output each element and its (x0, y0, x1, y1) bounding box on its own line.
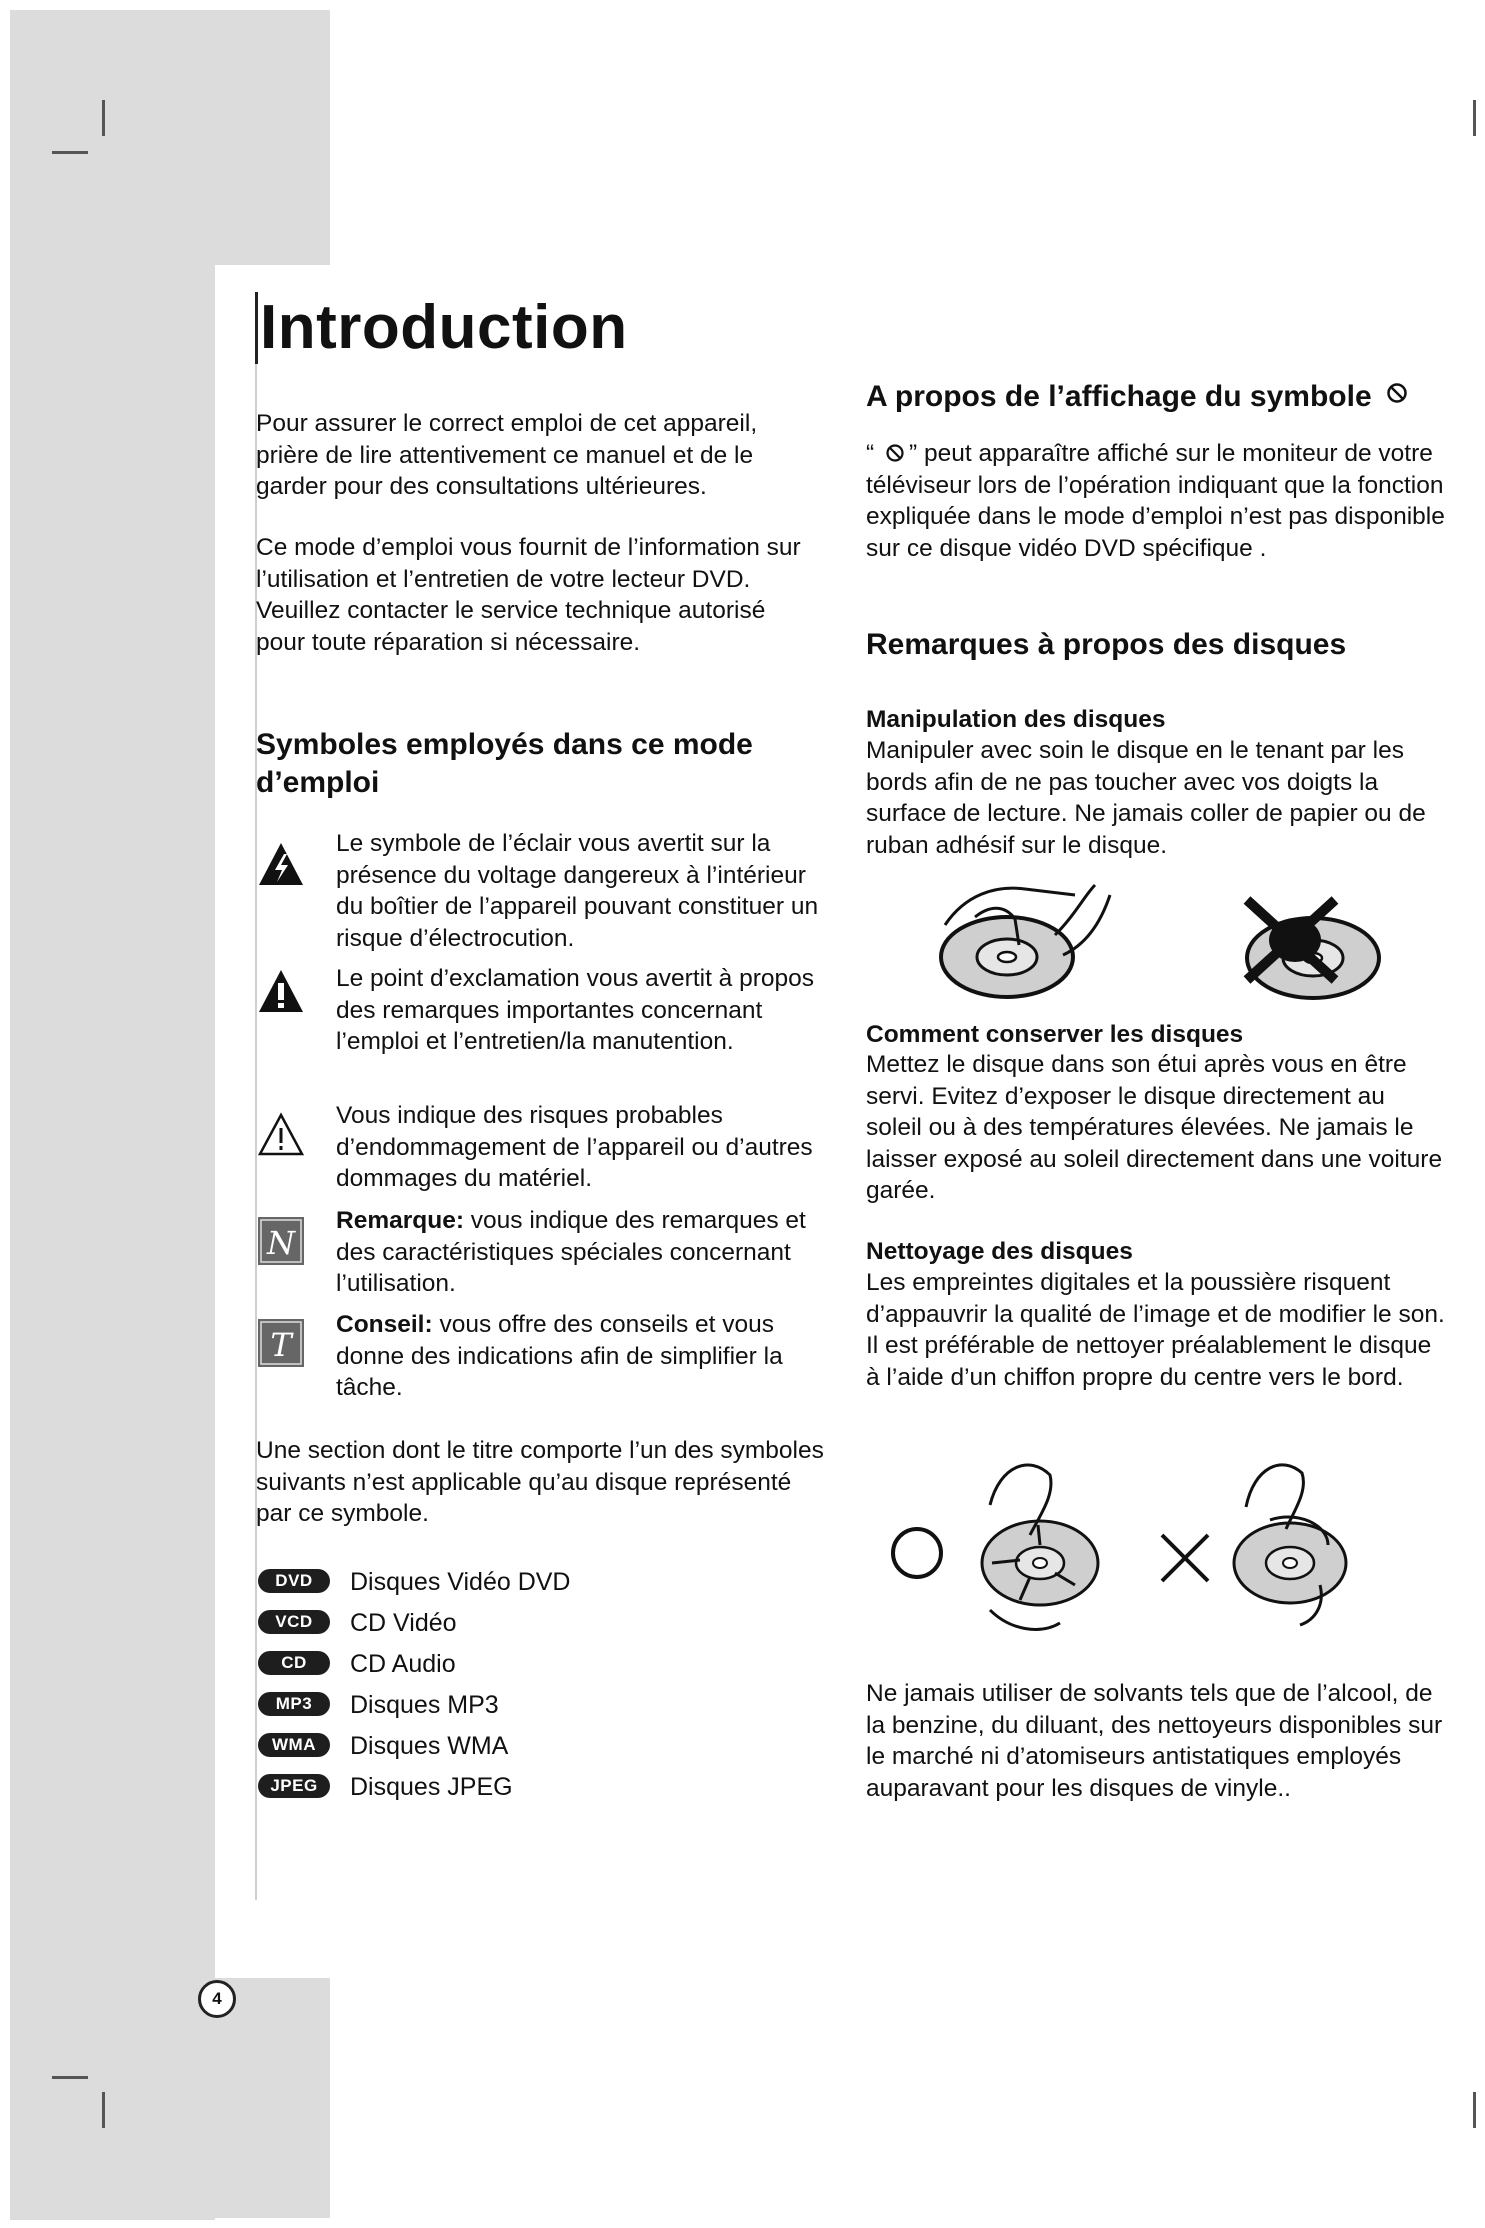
symbols-heading: Symboles employés dans ce mode d’emploi (256, 728, 753, 799)
wma-label: Disques WMA (350, 1732, 509, 1760)
dvd-label: Disques Vidéo DVD (350, 1568, 571, 1596)
section-note: Une section dont le titre comporte l’un des symboles suivants n’est applicable qu’au disque représenté par ce symbole. (256, 1437, 824, 1527)
handling-text: Manipuler avec soin le disque en le tenant par les bords afin de ne pas toucher avec vos doigts la surface de lecture. Ne jamais coller de papier ou de ruban adhésif sur le disque. (866, 737, 1426, 859)
svg-text:N: N (267, 1224, 295, 1262)
symbol-text-lightning: Le symbole de l’éclair vous avertit sur la présence du voltage dangereux à l’intérieur du boîtier de l’appareil pouvant constituer un risque d’électrocution. (336, 830, 819, 952)
symbol-text-note (336, 1205, 836, 1300)
mp3-label: Disques MP3 (350, 1691, 499, 1719)
cd-badge: CD (258, 1651, 330, 1675)
page-number: 4 (198, 1980, 236, 2018)
jpeg-badge: JPEG (258, 1774, 330, 1798)
crop-mark (1473, 2092, 1476, 2128)
bottom-margin-band (10, 1978, 330, 2218)
note-n-icon (258, 1217, 304, 1265)
crop-mark (102, 2092, 105, 2128)
tip-description: vous offre des conseils et vous donne des indications afin de simplifier la tâche. (336, 1311, 783, 1401)
symbol-text-tip (336, 1309, 836, 1404)
intro-paragraph-2: Ce mode d’emploi vous fournit de l’information sur l’utilisation et l’entretien de votre lecteur DVD. Veuillez contacter le service technique autorisé pour toute réparation si nécessaire. (256, 534, 801, 656)
disc-notes-heading: Remarques à propos des disques (866, 628, 1347, 661)
lightning-warning-icon (258, 842, 304, 886)
left-margin-band (10, 10, 215, 2220)
jpeg-label: Disques JPEG (350, 1773, 513, 1801)
correct-mark-icon (893, 1529, 941, 1577)
tip-label: Conseil: (336, 1311, 433, 1338)
caution-outline-icon (258, 1112, 304, 1156)
disc-hold-incorrect-illustration (1225, 880, 1385, 1005)
intro-paragraph-1: Pour assurer le correct emploi de cet appareil, prière de lire attentivement ce manuel et de le garder pour des consultations ultérieures. (256, 410, 758, 500)
vcd-badge: VCD (258, 1610, 330, 1634)
prohibited-icon (1386, 382, 1408, 404)
crop-mark (102, 100, 105, 136)
vcd-label: CD Vidéo (350, 1609, 457, 1637)
handling-title: Manipulation des disques (866, 706, 1166, 733)
cd-label: CD Audio (350, 1650, 456, 1678)
note-description: vous indique des remarques et des caractéristiques spéciales concernant l’utilisation. (336, 1207, 806, 1297)
tip-t-icon (258, 1319, 304, 1367)
cleaning-text: Les empreintes digitales et la poussière risquent d’appauvrir la qualité de l’image et de modifier le son. Il est préférable de nettoyer préalablement le disque à l’aide d’un chiffon propre du centre vers le bord. (866, 1269, 1445, 1391)
disc-hold-correct-illustration (935, 875, 1125, 1010)
solvent-warning: Ne jamais utiliser de solvants tels que de l’alcool, de la benzine, du diluant, des nettoyeurs disponibles sur le marché ni d’atomiseurs antistatiques employés auparavant pour les disques de vinyle.. (866, 1680, 1443, 1802)
cleaning-title: Nettoyage des disques (866, 1238, 1133, 1265)
exclamation-warning-icon (258, 969, 304, 1013)
crop-mark (52, 151, 88, 154)
note-label: Remarque: (336, 1207, 464, 1234)
mp3-badge: MP3 (258, 1692, 330, 1716)
prohibited-heading (866, 378, 1466, 416)
svg-text:T: T (270, 1326, 292, 1364)
storage-title: Comment conserver les disques (866, 1021, 1244, 1048)
crop-mark (1473, 100, 1476, 136)
prohibited-inline-icon (885, 443, 905, 463)
dvd-badge: DVD (258, 1569, 330, 1593)
prohibited-description: ” peut apparaître affiché sur le moniteur de votre téléviseur lors de l’opération indiquant que la fonction expliquée dans le mode d’emploi n’est pas disponible sur ce disque vidéo DVD spécifique . (866, 440, 1445, 562)
storage-text: Mettez le disque dans son étui après vous en être servi. Evitez d’exposer le disque directement au soleil ou à des températures élevées. Ne jamais le laisser exposé au soleil directement dans une voiture garée. (866, 1051, 1443, 1204)
page-title: Introduction (255, 292, 628, 364)
cleaning-incorrect-illustration (1150, 1445, 1350, 1635)
top-margin-band (10, 10, 330, 265)
wma-badge: WMA (258, 1733, 330, 1757)
quote-open: “ (866, 440, 875, 467)
symbol-text-exclamation: Le point d’exclamation vous avertit à propos des remarques importantes concernant l’emploi et l’entretien/la manutention. (336, 965, 815, 1055)
symbol-text-caution: Vous indique des risques probables d’endommagement de l’appareil ou d’autres dommages du matériel. (336, 1102, 813, 1192)
cleaning-correct-illustration (880, 1445, 1100, 1640)
prohibited-heading-text: A propos de l’affichage du symbole (866, 380, 1372, 413)
crop-mark (52, 2076, 88, 2079)
prohibited-text (866, 438, 1446, 564)
